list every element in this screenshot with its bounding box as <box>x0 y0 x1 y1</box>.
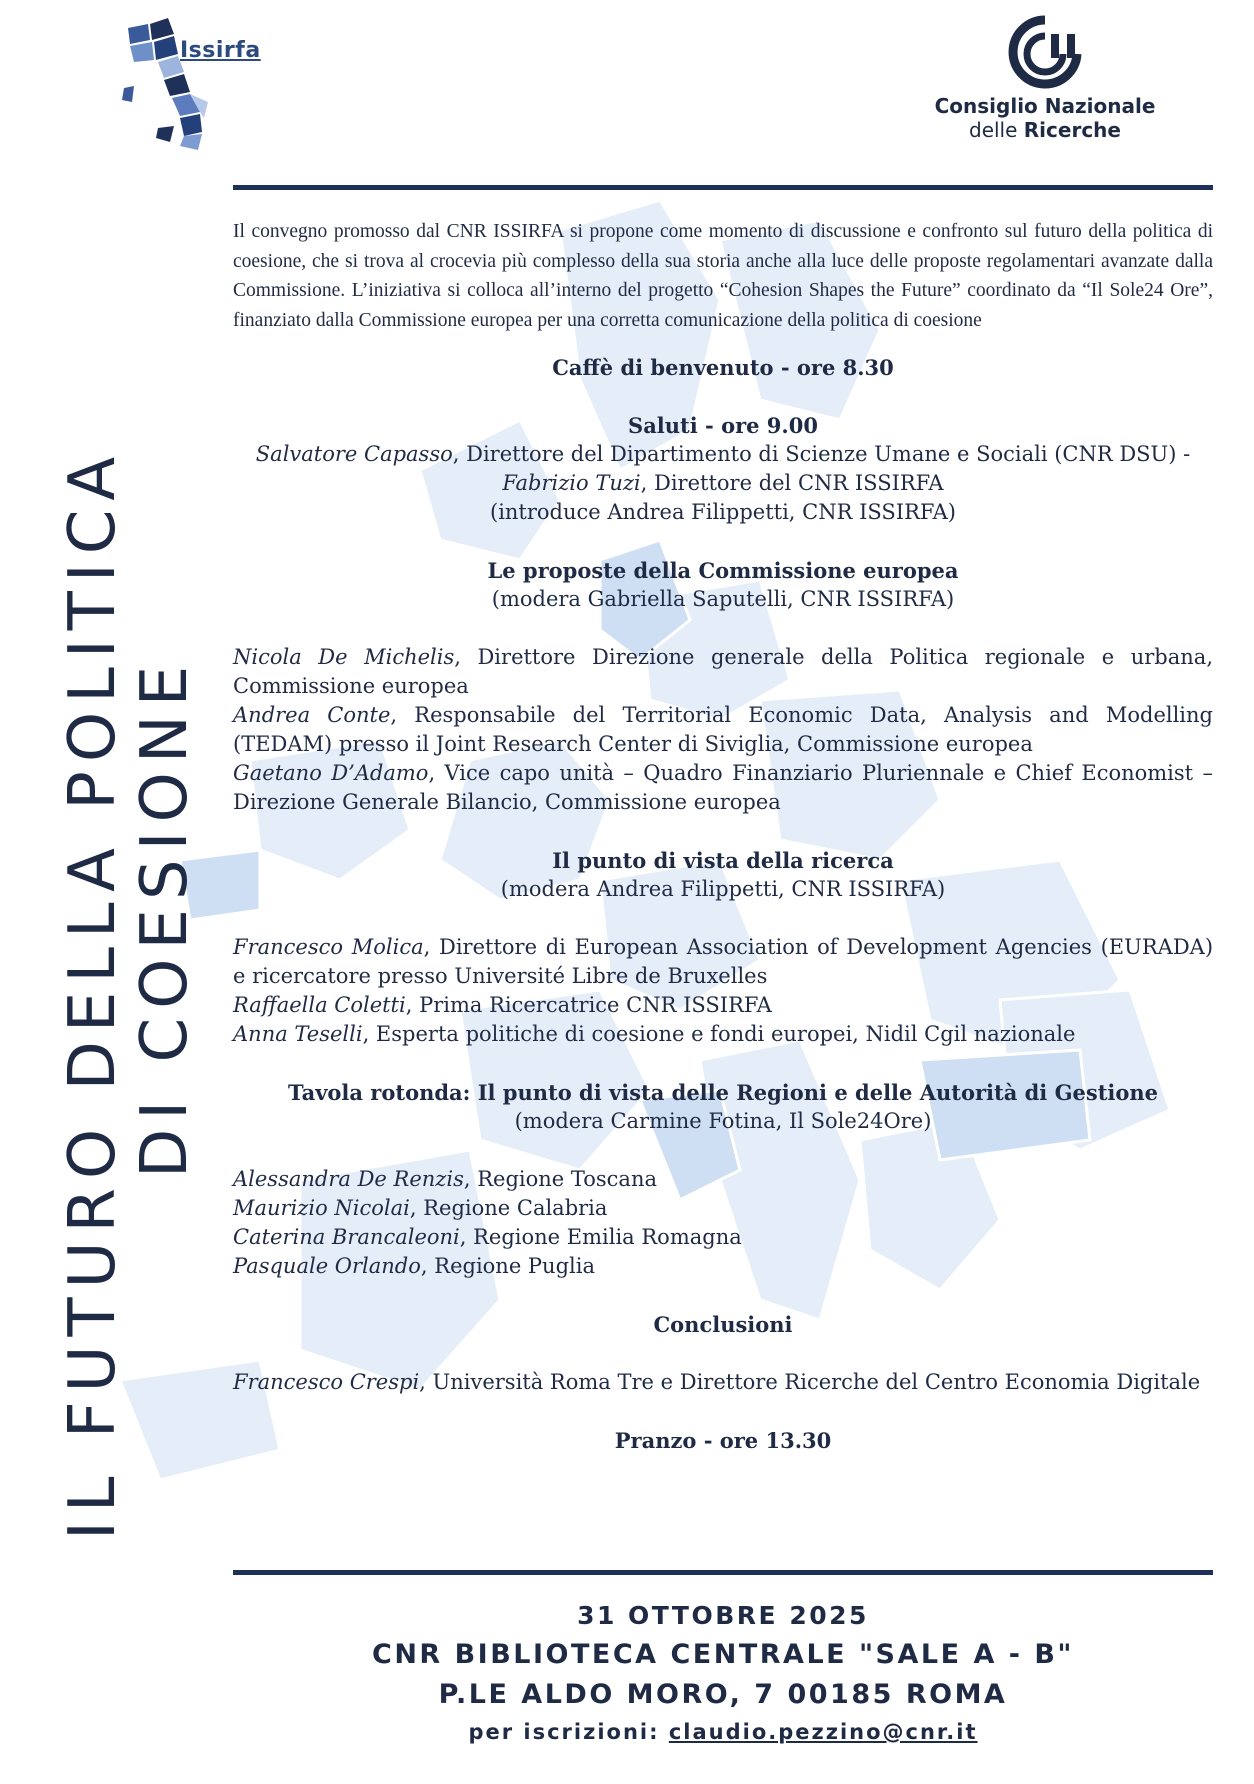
intro-paragraph: Il convegno promosso dal CNR ISSIRFA si propone come momento di discussione e confronto sul futuro della politica di coesione, che si trova al crocevia più complesso della sua storia anche alla luce delle proposte regolamentari avanzate dalla Commissione. L’iniziativa si colloca all’interno del progetto “Cohesion Shapes the Future” coordinato da “Il Sole24 Ore”, finanziato dalla Commissione europea per una corretta comunicazione della politica di coesione <box>233 221 1213 331</box>
greetings-intro-note: (introduce Andrea Filippetti, CNR ISSIRFA) <box>490 500 956 524</box>
roundtable-moderator: (modera Carmine Fotina, Il Sole24Ore) <box>514 1109 932 1133</box>
speaker-line: Caterina Brancaleoni, Regione Emilia Romagna <box>233 1225 742 1249</box>
speaker-line: Gaetano D’Adamo, Vice capo unità – Quadro Finanziario Pluriennale e Chief Economist – Direzione Generale Bilancio, Commissione europea <box>233 761 1213 814</box>
speaker-line: Maurizio Nicolai, Regione Calabria <box>233 1196 608 1220</box>
vertical-title-line2: DI COESIONE <box>128 656 202 1178</box>
research-moderator: (modera Andrea Filippetti, CNR ISSIRFA) <box>500 877 946 901</box>
issirfa-logo-text: Issirfa <box>180 38 261 63</box>
vertical-title-line1: IL FUTURO DELLA POLITICA <box>56 447 130 1540</box>
event-venue: CNR BIBLIOTECA CENTRALE "SALE A - B" <box>372 1639 1074 1670</box>
event-date: 31 OTTOBRE 2025 <box>577 1601 869 1630</box>
speaker-line: Nicola De Michelis, Direttore Direzione generale della Politica regionale e urbana, Commissione europea <box>233 645 1213 698</box>
cnr-name-line2: delle Ricerche <box>969 118 1121 142</box>
program-content <box>233 217 1213 1455</box>
speaker-line: Andrea Conte, Responsabile del Territorial Economic Data, Analysis and Modelling (TEDAM) presso il Joint Research Center di Siviglia, Commissione europea <box>233 703 1213 756</box>
roundtable-title: Tavola rotonda: Il punto di vista delle Regioni e delle Autorità di Gestione <box>287 1080 1159 1105</box>
issirfa-logo <box>118 18 298 158</box>
speaker-line: Alessandra De Renzis, Regione Toscana <box>233 1167 658 1191</box>
registration-line: per iscrizioni: claudio.pezzino@cnr.it <box>468 1720 978 1744</box>
lunch: Pranzo - ore 13.30 <box>614 1428 832 1453</box>
bottom-rule <box>233 1570 1213 1575</box>
commission-moderator: (modera Gabriella Saputelli, CNR ISSIRFA) <box>491 587 955 611</box>
cnr-mark-icon <box>1005 14 1085 90</box>
speaker-line: Francesco Crespi, Università Roma Tre e Direttore Ricerche del Centro Economia Digitale <box>233 1370 1201 1394</box>
event-info-footer <box>233 1597 1213 1749</box>
registration-email-link[interactable]: claudio.pezzino@cnr.it <box>668 1720 978 1744</box>
event-address: P.LE ALDO MORO, 7 00185 ROMA <box>438 1679 1008 1710</box>
speaker-line: Pasquale Orlando, Regione Puglia <box>233 1254 595 1278</box>
top-rule <box>233 185 1213 190</box>
speaker-line: Francesco Molica, Direttore di European Association of Development Agencies (EURADA) e ricercatore presso Université Libre de Bruxelles <box>233 935 1214 988</box>
greetings-title: Saluti - ore 9.00 <box>628 413 818 438</box>
greetings-speakers: Salvatore Capasso, Direttore del Dipartimento di Scienze Umane e Sociali (CNR DSU) - Fabrizio Tuzi, Direttore del CNR ISSIRFA <box>255 442 1191 495</box>
cnr-name-line1: Consiglio Nazionale <box>934 94 1156 118</box>
research-title: Il punto di vista della ricerca <box>552 848 894 873</box>
speaker-line: Anna Teselli, Esperta politiche di coesione e fondi europei, Nidil Cgil nazionale <box>233 1022 1076 1046</box>
cnr-logo <box>905 14 1185 154</box>
welcome-coffee: Caffè di benvenuto - ore 8.30 <box>552 355 894 380</box>
conclusions-title: Conclusioni <box>653 1312 793 1337</box>
speaker-line: Raffaella Coletti, Prima Ricercatrice CNR ISSIRFA <box>233 993 772 1017</box>
commission-title: Le proposte della Commissione europea <box>487 558 959 583</box>
